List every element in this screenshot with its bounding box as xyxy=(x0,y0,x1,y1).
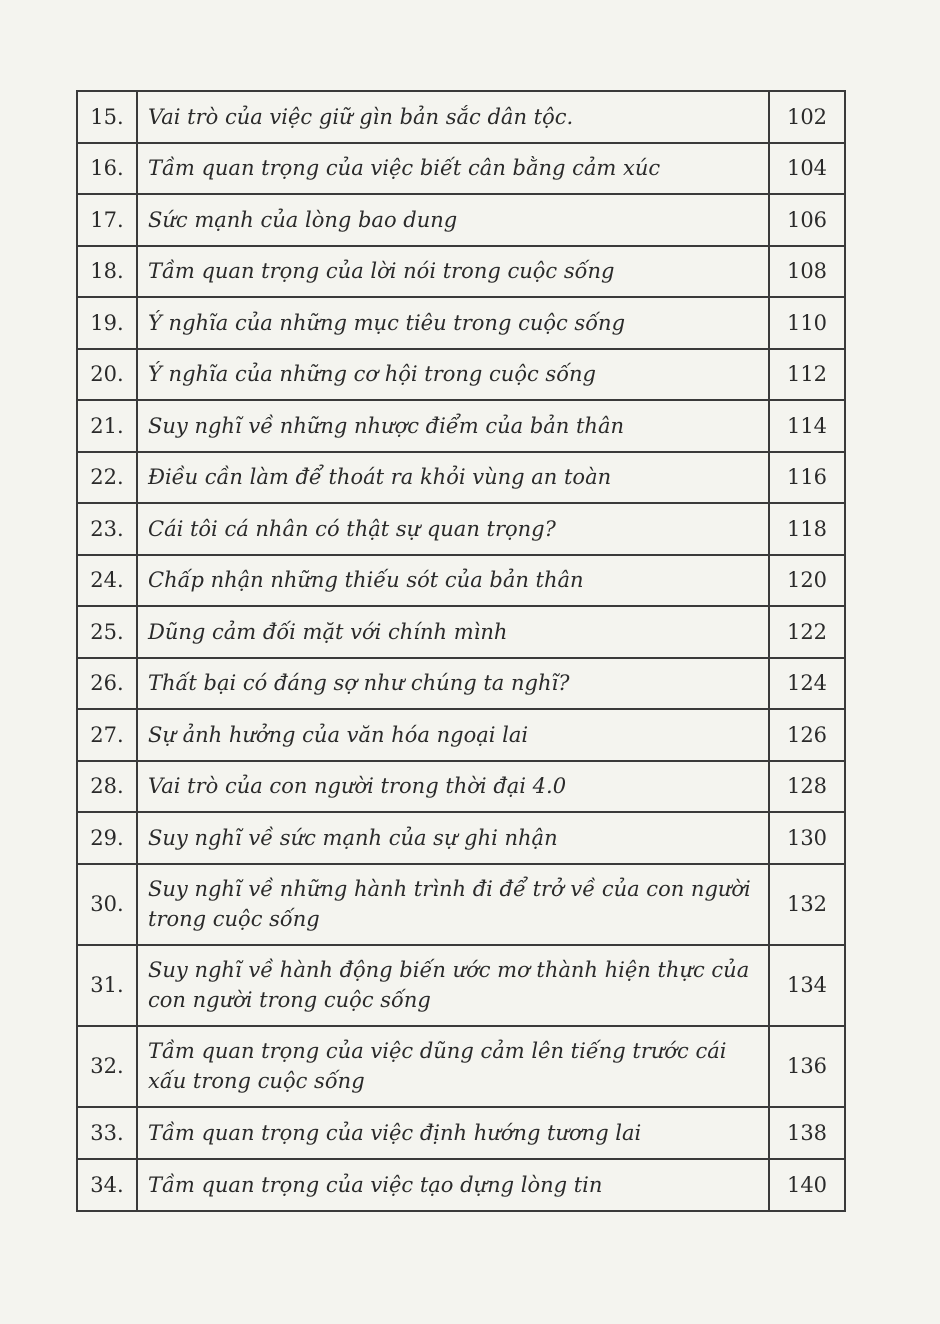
entry-number: 23. xyxy=(77,503,137,555)
entry-title: Sự ảnh hưởng của văn hóa ngoại lai xyxy=(137,709,769,761)
entry-number: 29. xyxy=(77,812,137,864)
entry-title: Ý nghĩa của những mục tiêu trong cuộc sống xyxy=(137,297,769,349)
toc-row xyxy=(77,658,845,710)
entry-number: 19. xyxy=(77,297,137,349)
entry-title: Suy nghĩ về những hành trình đi để trở về của con người trong cuộc sống xyxy=(137,864,769,945)
entry-page: 134 xyxy=(769,945,845,1026)
entry-page: 126 xyxy=(769,709,845,761)
entry-title: Cái tôi cá nhân có thật sự quan trọng? xyxy=(137,503,769,555)
entry-title: Vai trò của con người trong thời đại 4.0 xyxy=(137,761,769,813)
entry-number: 26. xyxy=(77,658,137,710)
entry-number: 24. xyxy=(77,555,137,607)
toc-row xyxy=(77,761,845,813)
toc-row xyxy=(77,143,845,195)
entry-page: 124 xyxy=(769,658,845,710)
entry-title: Dũng cảm đối mặt với chính mình xyxy=(137,606,769,658)
entry-number: 32. xyxy=(77,1026,137,1107)
entry-number: 25. xyxy=(77,606,137,658)
toc-row xyxy=(77,194,845,246)
entry-number: 31. xyxy=(77,945,137,1026)
entry-number: 20. xyxy=(77,349,137,401)
entry-number: 17. xyxy=(77,194,137,246)
entry-number: 15. xyxy=(77,91,137,143)
entry-number: 22. xyxy=(77,452,137,504)
entry-title: Vai trò của việc giữ gìn bản sắc dân tộc. xyxy=(137,91,769,143)
toc-row xyxy=(77,864,845,945)
entry-number: 33. xyxy=(77,1107,137,1159)
entry-title: Điều cần làm để thoát ra khỏi vùng an toàn xyxy=(137,452,769,504)
toc-row xyxy=(77,606,845,658)
entry-number: 34. xyxy=(77,1159,137,1211)
entry-number: 28. xyxy=(77,761,137,813)
entry-title: Suy nghĩ về những nhược điểm của bản thân xyxy=(137,400,769,452)
toc-row xyxy=(77,1159,845,1211)
entry-page: 136 xyxy=(769,1026,845,1107)
entry-page: 112 xyxy=(769,349,845,401)
entry-title: Tầm quan trọng của lời nói trong cuộc sống xyxy=(137,246,769,298)
toc-row xyxy=(77,452,845,504)
entry-number: 27. xyxy=(77,709,137,761)
entry-number: 16. xyxy=(77,143,137,195)
entry-page: 108 xyxy=(769,246,845,298)
entry-title: Tầm quan trọng của việc tạo dựng lòng tin xyxy=(137,1159,769,1211)
toc-row xyxy=(77,246,845,298)
table-of-contents xyxy=(76,90,846,1212)
entry-page: 138 xyxy=(769,1107,845,1159)
entry-page: 130 xyxy=(769,812,845,864)
entry-page: 118 xyxy=(769,503,845,555)
entry-title: Chấp nhận những thiếu sót của bản thân xyxy=(137,555,769,607)
toc-row xyxy=(77,400,845,452)
entry-page: 116 xyxy=(769,452,845,504)
entry-title: Suy nghĩ về hành động biến ước mơ thành hiện thực của con người trong cuộc sống xyxy=(137,945,769,1026)
toc-row xyxy=(77,1026,845,1107)
entry-number: 18. xyxy=(77,246,137,298)
entry-number: 30. xyxy=(77,864,137,945)
toc-row xyxy=(77,503,845,555)
entry-title: Tầm quan trọng của việc biết cân bằng cảm xúc xyxy=(137,143,769,195)
toc-row xyxy=(77,297,845,349)
toc-row xyxy=(77,812,845,864)
entry-page: 132 xyxy=(769,864,845,945)
entry-title: Sức mạnh của lòng bao dung xyxy=(137,194,769,246)
entry-title: Ý nghĩa của những cơ hội trong cuộc sống xyxy=(137,349,769,401)
entry-title: Suy nghĩ về sức mạnh của sự ghi nhận xyxy=(137,812,769,864)
toc-row xyxy=(77,945,845,1026)
toc-row xyxy=(77,1107,845,1159)
entry-page: 140 xyxy=(769,1159,845,1211)
entry-page: 102 xyxy=(769,91,845,143)
entry-title: Tầm quan trọng của việc dũng cảm lên tiếng trước cái xấu trong cuộc sống xyxy=(137,1026,769,1107)
entry-number: 21. xyxy=(77,400,137,452)
toc-row xyxy=(77,555,845,607)
entry-page: 120 xyxy=(769,555,845,607)
entry-title: Thất bại có đáng sợ như chúng ta nghĩ? xyxy=(137,658,769,710)
toc-row xyxy=(77,349,845,401)
entry-page: 110 xyxy=(769,297,845,349)
entry-page: 114 xyxy=(769,400,845,452)
toc-row xyxy=(77,91,845,143)
entry-page: 128 xyxy=(769,761,845,813)
entry-page: 104 xyxy=(769,143,845,195)
toc-row xyxy=(77,709,845,761)
entry-title: Tầm quan trọng của việc định hướng tương lai xyxy=(137,1107,769,1159)
entry-page: 122 xyxy=(769,606,845,658)
entry-page: 106 xyxy=(769,194,845,246)
